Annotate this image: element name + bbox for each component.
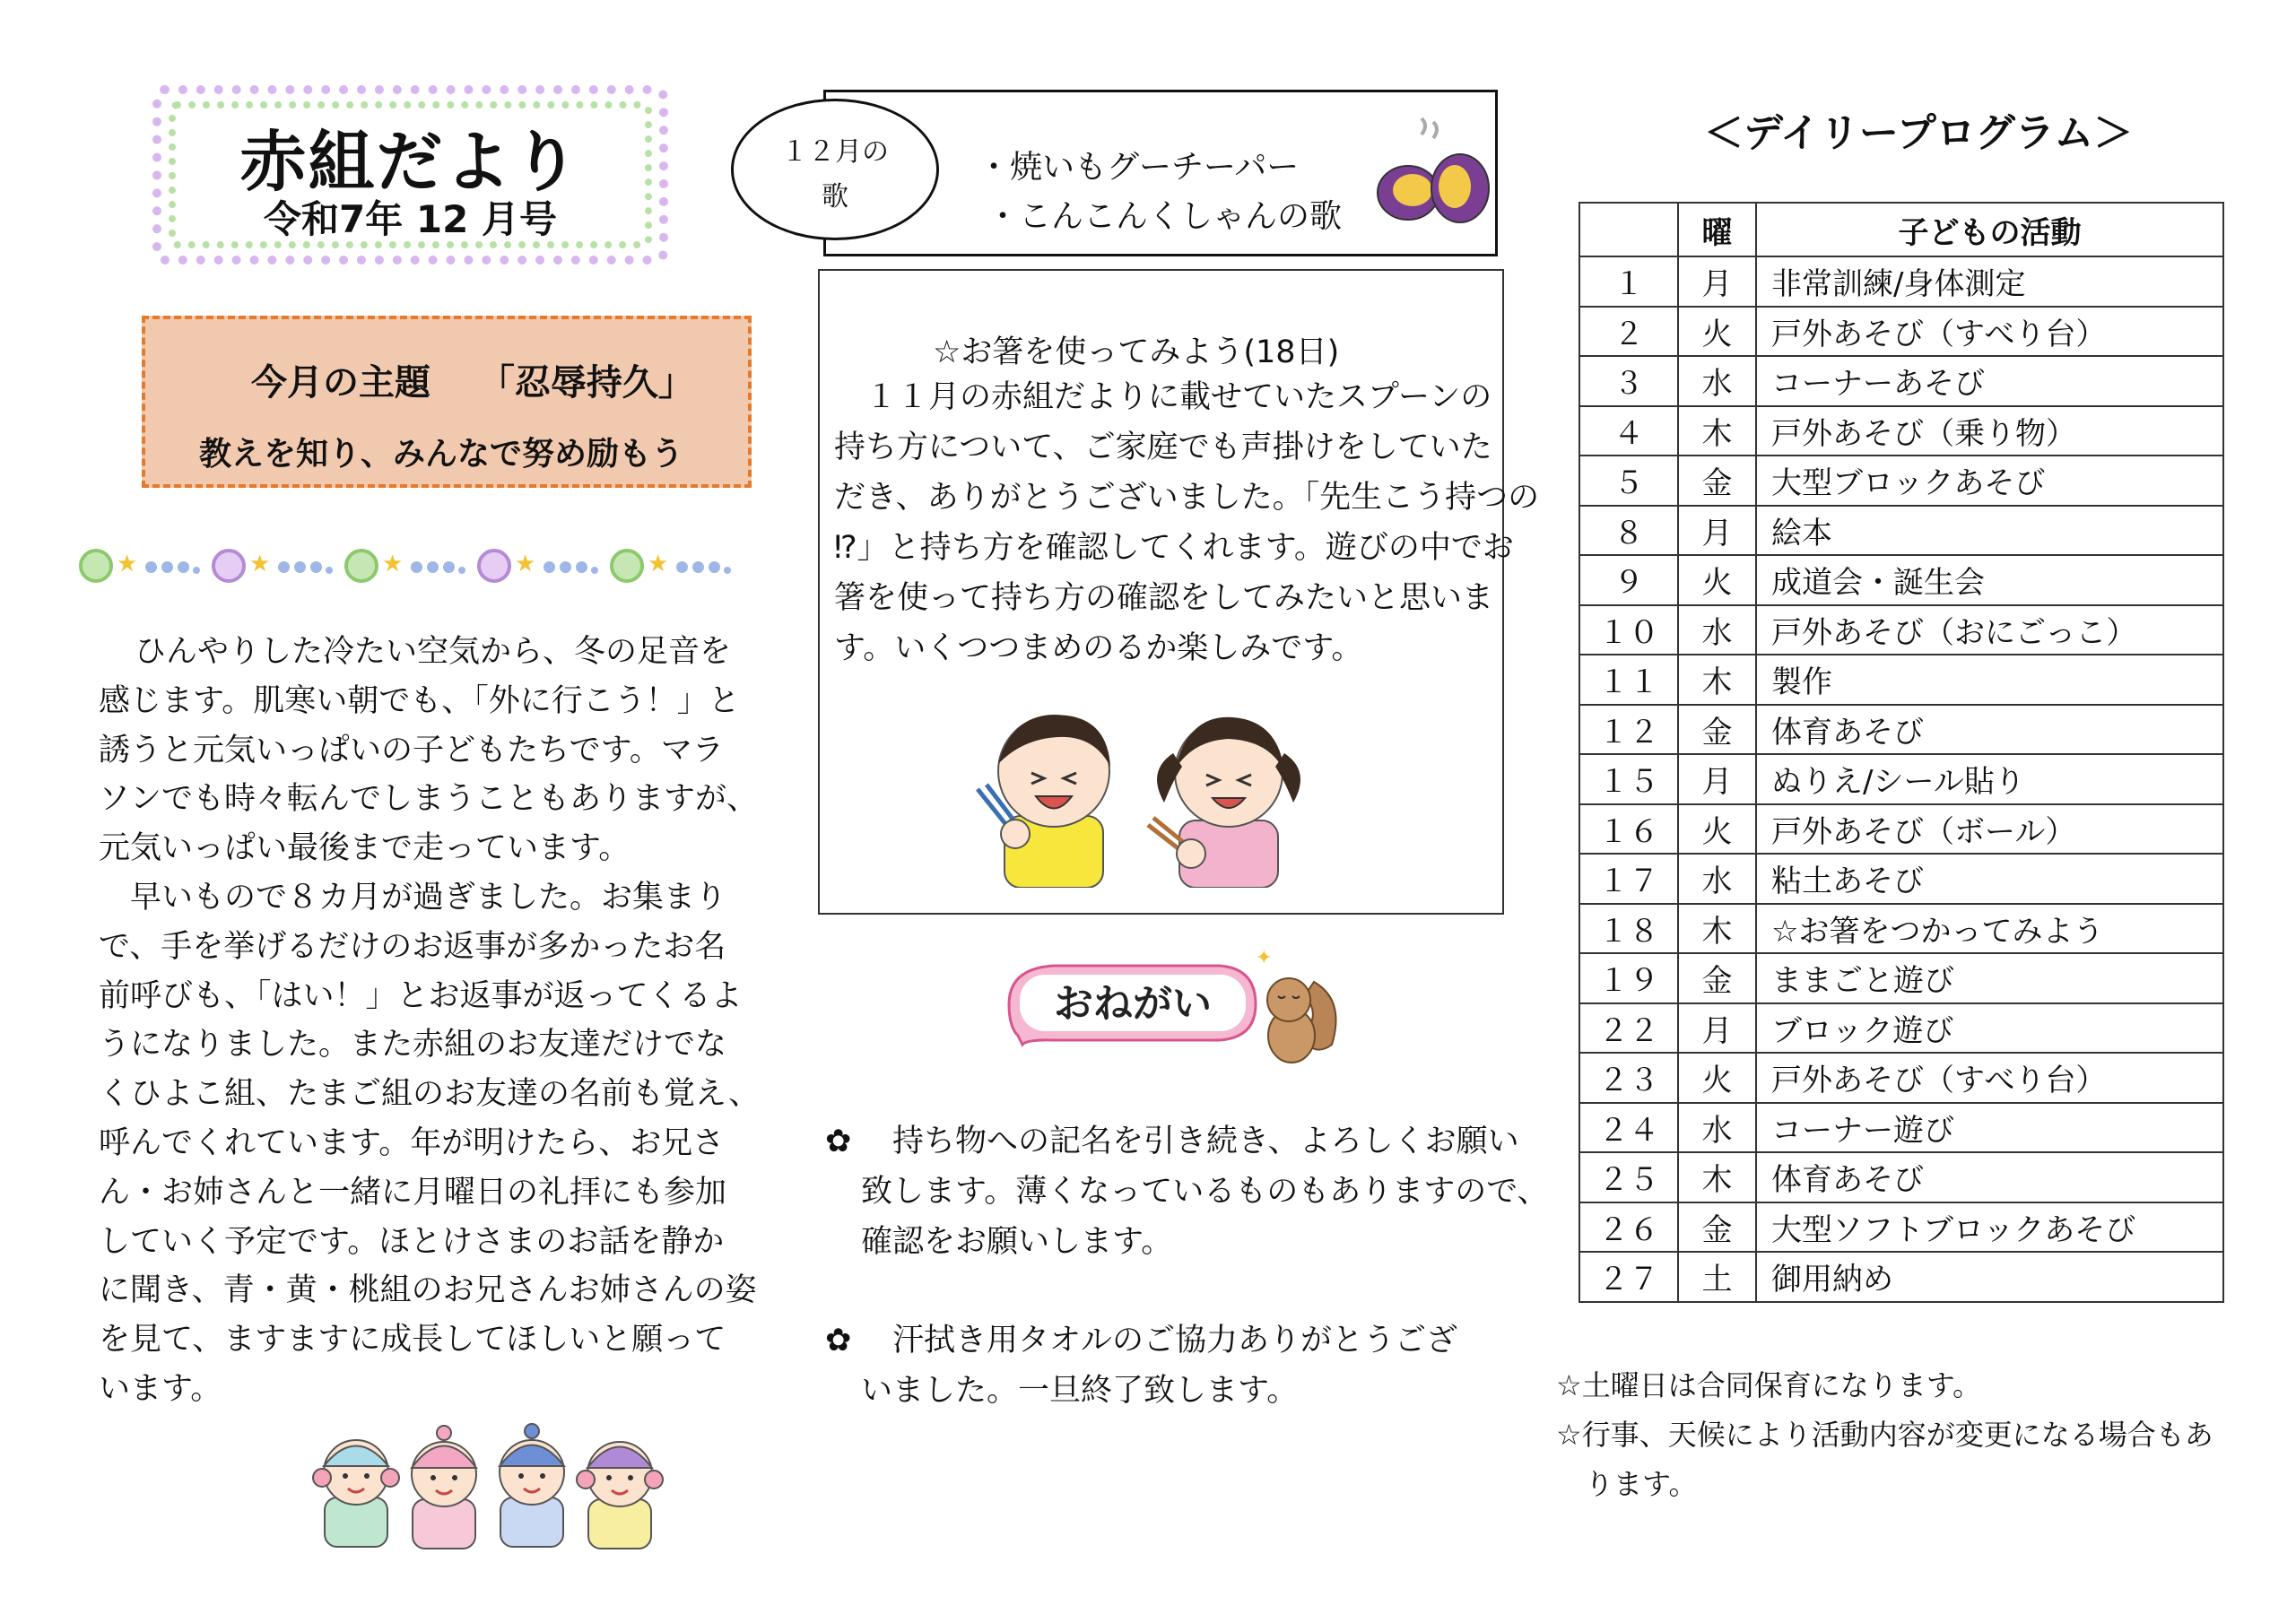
paragraph-line: います。 (99, 1370, 222, 1407)
weekday-cell: 月 (1678, 256, 1756, 307)
table-row (1579, 1003, 2223, 1054)
day-cell: １９ (1579, 953, 1678, 1003)
chopsticks-line: だき、ありがとうございました。「先生こう持つの (834, 480, 1540, 516)
intro-paragraph (99, 628, 789, 1414)
request-item (825, 1315, 1516, 1416)
paragraph-line: ん・お姉さんと一緒に月曜日の礼拝にも参加 (99, 1174, 727, 1211)
chopsticks-line: 箸を使って持ち方の確認をしてみたいと思いま (834, 580, 1494, 616)
weekday-cell: 木 (1678, 406, 1756, 456)
day-cell: １６ (1579, 804, 1678, 855)
activity-cell: コーナー遊び (1756, 1103, 2223, 1153)
song-label (731, 130, 939, 220)
weekday-cell: 木 (1678, 1152, 1756, 1202)
song-label-line: 歌 (822, 181, 848, 213)
day-cell: ４ (1579, 406, 1678, 456)
activity-cell: 戸外あそび（すべり台） (1756, 307, 2223, 357)
activity-cell: 非常訓練/身体測定 (1756, 256, 2223, 307)
day-cell: ２４ (1579, 1103, 1678, 1153)
table-row (1579, 256, 2223, 307)
children-chopsticks-illustration (960, 699, 1318, 888)
table-header-row (1579, 203, 2223, 256)
table-row (1579, 1152, 2223, 1202)
svg-text:✦: ✦ (1256, 947, 1273, 969)
activity-cell: 戸外あそび（おにごっこ） (1756, 605, 2223, 655)
schedule-note: ります。 (1556, 1467, 1698, 1501)
day-cell: １ (1579, 256, 1678, 307)
activity-cell: 成道会・誕生会 (1756, 555, 2223, 605)
weekday-cell: 木 (1678, 904, 1756, 954)
request-line: 持ち物への記名を引き続き、よろしくお願い (861, 1124, 1519, 1159)
request-line: 汗拭き用タオルのご協力ありがとうござ (861, 1323, 1458, 1358)
weekday-cell: 水 (1678, 854, 1756, 904)
weekday-cell: 火 (1678, 1053, 1756, 1103)
table-row (1579, 804, 2223, 855)
newsletter-title: 赤組だより (239, 124, 581, 201)
chopsticks-title: ☆お箸を使ってみよう(18日) (933, 334, 1340, 370)
request-line: 確認をお願いします。 (861, 1224, 1173, 1260)
weekday-cell: 金 (1678, 953, 1756, 1003)
weekday-cell: 土 (1678, 1252, 1756, 1302)
chopsticks-line: １１月の赤組だよりに載せていたスプーンの (834, 379, 1492, 415)
flower-bullet-icon: ✿ (825, 1323, 852, 1358)
activity-cell: コーナーあそび (1756, 356, 2223, 406)
paragraph-line: 感じます。肌寒い朝でも、「外に行こう！」と (99, 682, 740, 719)
table-row (1579, 1202, 2223, 1253)
day-cell: ２６ (1579, 1202, 1678, 1253)
weekday-cell: 水 (1678, 356, 1756, 406)
weekday-cell: 水 (1678, 605, 1756, 655)
paragraph-line: 前呼びも、「はい！」とお返事が返ってくるよ (99, 977, 743, 1014)
table-row (1579, 953, 2223, 1003)
activity-cell: 粘土あそび (1756, 854, 2223, 904)
weekday-cell: 月 (1678, 754, 1756, 804)
activity-cell: 大型ブロックあそび (1756, 456, 2223, 506)
table-row (1579, 406, 2223, 456)
day-cell: １８ (1579, 904, 1678, 954)
table-row (1579, 555, 2223, 605)
song-item: ・焼いもグーチーパー (978, 149, 1300, 186)
day-cell: ８ (1579, 506, 1678, 556)
day-cell: ２ (1579, 307, 1678, 357)
paragraph-line: に聞き、青・黄・桃組のお兄さんお姉さんの姿 (99, 1272, 757, 1309)
day-cell: ２２ (1579, 1003, 1678, 1054)
activity-cell: 絵本 (1756, 506, 2223, 556)
weekday-cell: 金 (1678, 705, 1756, 755)
table-row (1579, 1053, 2223, 1103)
schedule-note: ☆行事、天候により活動内容が変更になる場合もあ (1556, 1418, 2213, 1452)
table-row (1579, 754, 2223, 804)
issue-date: 令和7年 12 月号 (264, 197, 557, 241)
activity-cell: 戸外あそび（すべり台） (1756, 1053, 2223, 1103)
weekday-cell: 水 (1678, 1103, 1756, 1153)
header-weekday: 曜 (1678, 203, 1756, 256)
activity-cell: ままごと遊び (1756, 953, 2223, 1003)
request-line: 致します。薄くなっているものもありますので、 (861, 1174, 1549, 1210)
activity-cell: ぬりえ/シール貼り (1756, 754, 2223, 804)
activity-cell: 体育あそび (1756, 705, 2223, 755)
table-row (1579, 705, 2223, 755)
day-cell: １５ (1579, 754, 1678, 804)
paragraph-line: 呼んでくれています。年が明けたら、お兄さ (99, 1124, 725, 1161)
daily-program-title: ＜デイリープログラム＞ (1704, 110, 2134, 156)
theme-subheading: 教えを知り、みんなで努め励もう (199, 436, 684, 473)
activity-cell: 製作 (1756, 655, 2223, 705)
day-cell: ２７ (1579, 1252, 1678, 1302)
table-row (1579, 605, 2223, 655)
weekday-cell: 月 (1678, 1003, 1756, 1054)
day-cell: ３ (1579, 356, 1678, 406)
day-cell: １２ (1579, 705, 1678, 755)
paragraph-line: ソンでも時々転んでしまうこともありますが、 (99, 781, 759, 818)
day-cell: １１ (1579, 655, 1678, 705)
paragraph-line: うになりました。また赤組のお友達だけでな (99, 1027, 727, 1063)
paragraph-line: 元気いっぱい最後まで走っています。 (99, 830, 631, 867)
activity-cell: 大型ソフトブロックあそび (1756, 1202, 2223, 1253)
table-row (1579, 854, 2223, 904)
table-body (1579, 256, 2223, 1302)
table-row (1579, 356, 2223, 406)
theme-heading: 今月の主題 「忍辱持久」 (251, 362, 694, 404)
weekday-cell: 月 (1678, 506, 1756, 556)
paragraph-line: で、手を挙げるだけのお返事が多かったお名 (99, 928, 726, 965)
onegai-label: おねがい (1054, 981, 1212, 1027)
chopsticks-line: 持ち方について、ご家庭でも声掛けをしていた (834, 430, 1492, 465)
weekday-cell: 火 (1678, 555, 1756, 605)
weekday-cell: 金 (1678, 456, 1756, 506)
activity-cell: ☆お箸をつかってみよう (1756, 904, 2223, 954)
paragraph-line: 誘うと元気いっぱいの子どもたちです。マラ (99, 732, 724, 768)
table-row (1579, 655, 2223, 705)
chopsticks-body (834, 372, 1540, 673)
chopsticks-line: す。いくつつまめのるか楽しみです。 (834, 630, 1363, 666)
activity-cell: 戸外あそび（ボール） (1756, 804, 2223, 855)
table-row (1579, 1103, 2223, 1153)
activity-cell: 体育あそび (1756, 1152, 2223, 1202)
sweet-potato-icon (1372, 117, 1493, 233)
header-day (1579, 203, 1678, 256)
flower-bullet-icon: ✿ (825, 1124, 852, 1159)
request-item (825, 1116, 1549, 1267)
activity-cell: 戸外あそび（乗り物） (1756, 406, 2223, 456)
schedule-note: ☆土曜日は合同保育になります。 (1556, 1368, 1982, 1402)
day-cell: ２５ (1579, 1152, 1678, 1202)
song-label-line: １２月の (781, 136, 889, 168)
onegai-banner (991, 946, 1350, 1067)
paragraph-line: していく予定です。ほとけさまのお話を静か (99, 1223, 725, 1260)
request-line: いました。一旦終了致します。 (861, 1373, 1299, 1409)
paragraph-line: くひよこ組、たまご組のお友達の名前も覚え、 (99, 1076, 761, 1113)
table-row (1579, 307, 2223, 357)
weekday-cell: 金 (1678, 1202, 1756, 1253)
paragraph-line: ひんやりした冷たい空気から、冬の足音を (135, 634, 732, 670)
table-row (1579, 904, 2223, 954)
weekday-cell: 木 (1678, 655, 1756, 705)
decorative-divider: ★ ★ ★ ★ ★ (79, 547, 761, 586)
table-row (1579, 1252, 2223, 1302)
paragraph-line: 早いもので８カ月が過ぎました。お集まり (99, 879, 727, 916)
song-item: ・こんこんくしゃんの歌 (987, 198, 1343, 235)
table-row (1579, 506, 2223, 556)
day-cell: ５ (1579, 456, 1678, 506)
day-cell: ２３ (1579, 1053, 1678, 1103)
activity-cell: 御用納め (1756, 1252, 2223, 1302)
activity-cell: ブロック遊び (1756, 1003, 2223, 1054)
chopsticks-line: ⁉」と持ち方を確認してくれます。遊びの中でお (834, 530, 1514, 566)
daily-program-table (1578, 202, 2224, 1303)
day-cell: ９ (1579, 555, 1678, 605)
winter-children-illustration (305, 1417, 682, 1560)
paragraph-line: を見て、ますますに成長してほしいと願って (99, 1322, 726, 1358)
header-activity: 子どもの活動 (1756, 203, 2223, 256)
weekday-cell: 火 (1678, 307, 1756, 357)
day-cell: １７ (1579, 854, 1678, 904)
day-cell: １０ (1579, 605, 1678, 655)
weekday-cell: 火 (1678, 804, 1756, 855)
table-row (1579, 456, 2223, 506)
